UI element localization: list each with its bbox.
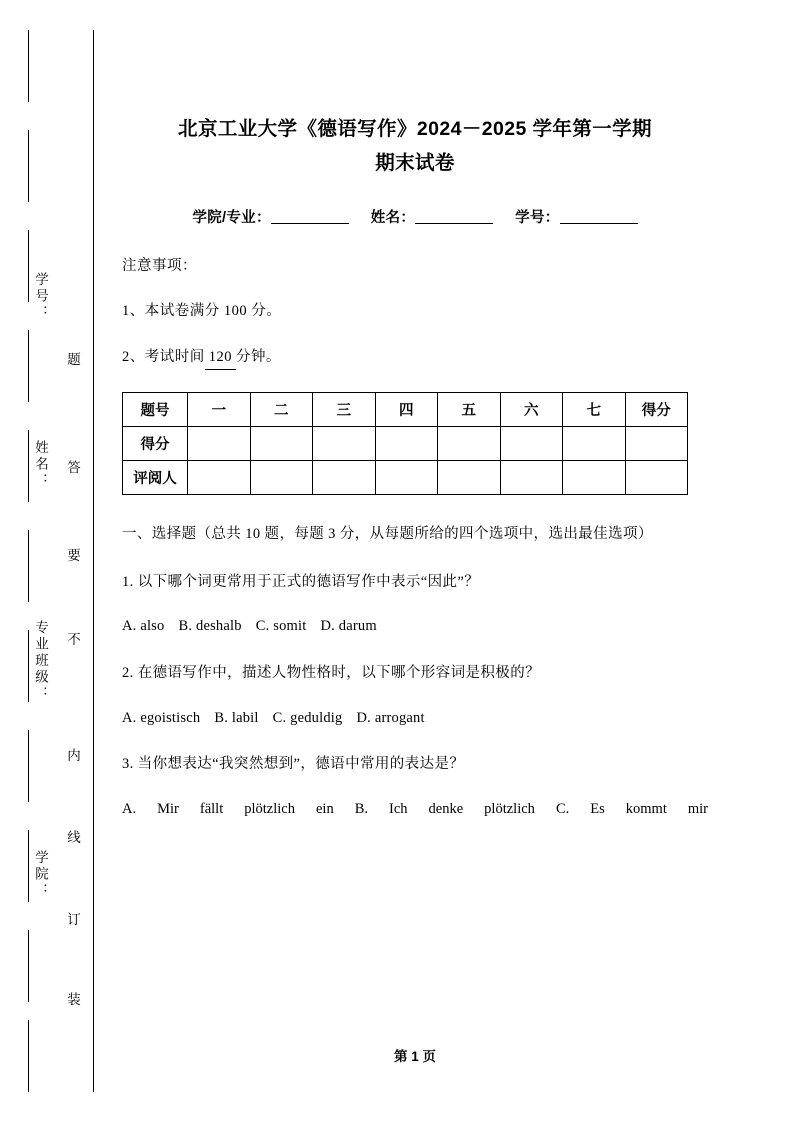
info-label-student-id: 学号： (515, 210, 560, 227)
reviewer-cell[interactable] (375, 460, 438, 494)
page-title (122, 0, 708, 180)
reviewer-cell[interactable] (188, 460, 251, 494)
exam-page-body (122, 0, 708, 1122)
score-cell[interactable] (250, 426, 313, 460)
margin-seal-char-5: 内 (65, 748, 80, 765)
score-table-col-4: 五 (438, 392, 501, 426)
question-3-options (122, 797, 708, 822)
score-cell[interactable] (500, 426, 563, 460)
exam-duration-value: 120 (205, 346, 236, 370)
question-3-option-a[interactable]: A. Mir fällt plötzlich ein (122, 800, 334, 817)
score-cell[interactable] (313, 426, 376, 460)
margin-label-name: 姓名： (33, 440, 48, 490)
table-row (123, 392, 688, 426)
page-footer: 第 1 页 (393, 1049, 436, 1064)
question-2-option-a[interactable]: A. egoistisch (122, 709, 201, 726)
margin-label-class: 专业班级： (33, 620, 48, 703)
student-info-line (122, 206, 708, 227)
reviewer-cell[interactable] (563, 460, 626, 494)
page-title-line1: 北京工业大学《德语写作》2024－2025 学年第一学期 (178, 118, 652, 140)
question-3-stem: 3. 当你想表达“我突然想到”，德语中常用的表达是？ (122, 756, 465, 773)
section-1-heading: 一、选择题（总共 10 题，每题 3 分，从每题所给的四个选项中，选出最佳选项） (122, 525, 653, 542)
notice-item-2-suffix: 分钟。 (236, 348, 281, 365)
margin-seal-char-3: 要 (65, 548, 80, 565)
reviewer-cell[interactable] (625, 460, 688, 494)
score-cell[interactable] (438, 426, 501, 460)
question-2-option-d[interactable]: D. arrogant (356, 709, 425, 726)
score-cell[interactable] (563, 426, 626, 460)
score-table-col-3: 四 (375, 392, 438, 426)
margin-seal-char-1: 题 (65, 352, 80, 369)
dashed-fold-line (28, 30, 30, 1092)
reviewer-cell[interactable] (250, 460, 313, 494)
notice-item-1: 1、本试卷满分 100 分。 (122, 303, 282, 320)
margin-seal-char-2: 答 (65, 460, 80, 477)
score-table-col-2: 三 (313, 392, 376, 426)
margin-label-college: 学院： (33, 850, 48, 900)
notice-heading: 注意事项： (122, 258, 197, 275)
reviewer-cell[interactable] (313, 460, 376, 494)
score-table-row-header-1: 得分 (123, 426, 188, 460)
question-1-option-d[interactable]: D. darum (320, 618, 377, 635)
question-1-option-c[interactable]: C. somit (255, 618, 307, 635)
score-cell[interactable] (188, 426, 251, 460)
question-2-option-c[interactable]: C. geduldig (272, 709, 343, 726)
score-table-row-header-0: 题号 (123, 392, 188, 426)
question-3-option-c[interactable]: C. Es kommt mir (555, 800, 709, 817)
question-2-option-b[interactable]: B. labil (214, 709, 259, 726)
score-cell[interactable] (375, 426, 438, 460)
info-label-college-major: 学院/专业： (192, 210, 271, 227)
score-table-row-header-2: 评阅人 (123, 460, 188, 494)
question-1-option-b[interactable]: B. deshalb (178, 618, 242, 635)
score-table-col-7: 得分 (625, 392, 688, 426)
score-table-col-1: 二 (250, 392, 313, 426)
score-table-col-0: 一 (188, 392, 251, 426)
margin-seal-char-8: 装 (65, 992, 80, 1009)
score-table-col-6: 七 (563, 392, 626, 426)
margin-rule-line (93, 30, 94, 1092)
page-title-line2: 期末试卷 (375, 152, 455, 175)
margin-seal-char-4: 不 (65, 632, 80, 649)
score-table-col-5: 六 (500, 392, 563, 426)
info-blank-student-id[interactable] (560, 223, 638, 224)
score-table (122, 392, 688, 495)
score-cell[interactable] (625, 426, 688, 460)
question-1-stem: 1. 以下哪个词更常用于正式的德语写作中表示“因此”？ (122, 573, 480, 590)
table-row (123, 460, 688, 494)
question-1-options (122, 614, 708, 639)
reviewer-cell[interactable] (500, 460, 563, 494)
margin-label-student-id: 学号： (33, 272, 48, 322)
info-blank-college-major[interactable] (271, 223, 349, 224)
notice-item-2-prefix: 2、考试时间 (122, 348, 205, 365)
question-3-option-b[interactable]: B. Ich denke plötzlich (354, 800, 535, 817)
margin-seal-char-6: 线 (65, 830, 80, 847)
reviewer-cell[interactable] (438, 460, 501, 494)
left-margin-band (0, 0, 100, 1122)
question-2-options (122, 706, 708, 731)
question-1-option-a[interactable]: A. also (122, 618, 165, 635)
info-blank-name[interactable] (415, 223, 493, 224)
info-label-name: 姓名： (370, 210, 416, 227)
margin-seal-char-7: 订 (65, 912, 80, 929)
table-row (123, 426, 688, 460)
notice-item-2 (122, 346, 708, 370)
question-2-stem: 2. 在德语写作中，描述人物性格时，以下哪个形容词是积极的？ (122, 664, 540, 681)
